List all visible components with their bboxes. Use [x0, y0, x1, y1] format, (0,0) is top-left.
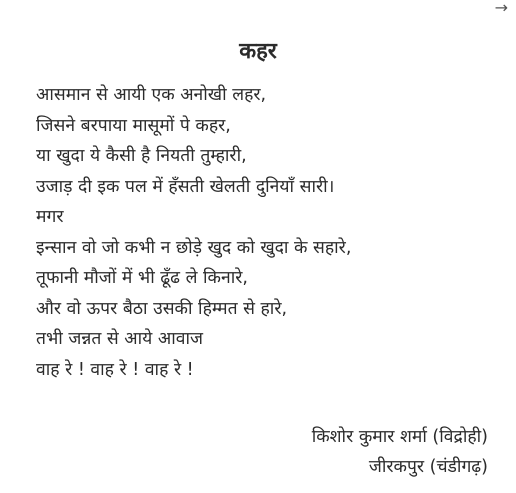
arrow-right-icon[interactable]: → — [494, 0, 508, 17]
signature-block — [312, 422, 488, 482]
poem-line: उजाड़ दी इक पल में हँसती खेलती दुनियाँ सारी। — [36, 176, 335, 197]
poem-line: इन्सान वो जो कभी न छोड़े खुद को खुदा के सहारे, — [36, 237, 352, 258]
poem-title: कहर — [239, 39, 277, 64]
author-location: जीरकपुर (चंडीगढ़) — [368, 457, 488, 477]
poem-line: मगर — [36, 207, 64, 227]
poem-line: जिसने बरपाया मासूमों पे कहर, — [36, 115, 231, 136]
poem-line: तूफानी मौजों में भी ढूँढ ले किनारे, — [36, 268, 248, 288]
poem-line: वाह रे ! वाह रे ! वाह रे ! — [36, 359, 194, 380]
poem-line: और वो ऊपर बैठा उसकी हिम्मत से हारे, — [36, 298, 288, 319]
poem-line: तभी जन्नत से आये आवाज — [36, 329, 203, 349]
author-name: किशोर कुमार शर्मा (विद्रोही) — [311, 427, 488, 447]
poem-line: आसमान से आयी एक अनोखी लहर, — [36, 85, 267, 105]
poem-body — [36, 80, 506, 385]
poem-line: या खुदा ये कैसी है नियती तुम्हारी, — [36, 146, 247, 166]
